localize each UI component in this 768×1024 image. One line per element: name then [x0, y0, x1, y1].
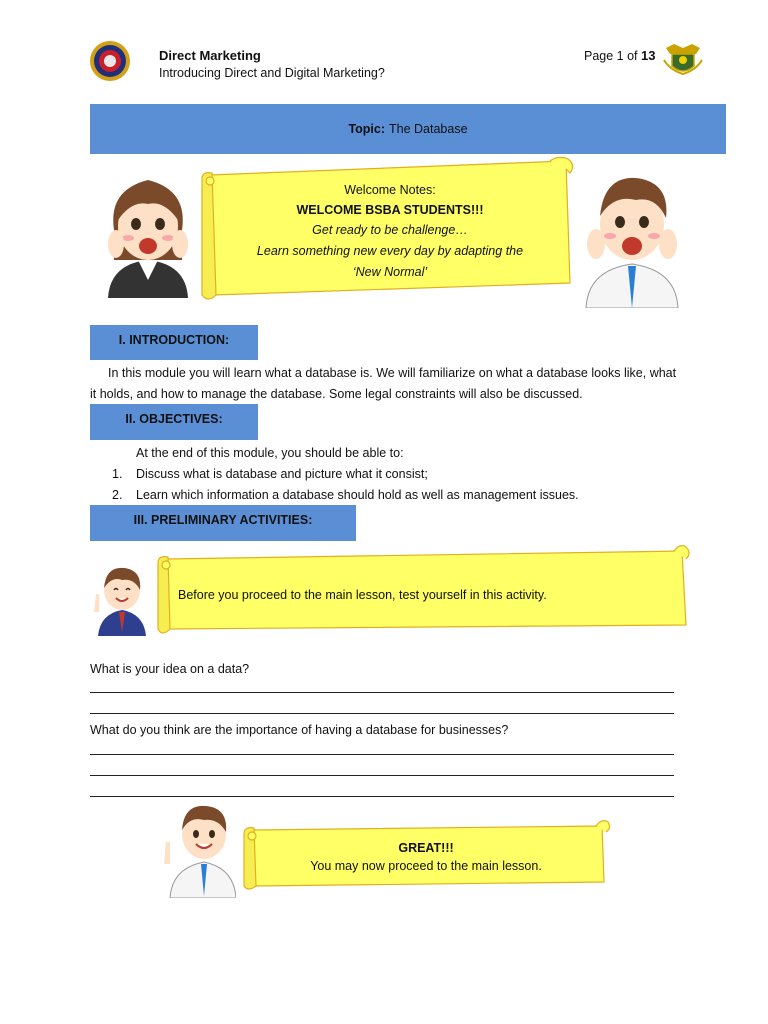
- preliminary-callout-text: Before you proceed to the main lesson, test yourself in this activity.: [178, 588, 547, 602]
- college-crest-logo: [662, 40, 704, 78]
- welcome-heading: Welcome Notes:: [344, 183, 436, 197]
- answer-line[interactable]: [90, 796, 674, 797]
- pointing-boy-illustration: [160, 800, 236, 898]
- objectives-lead: At the end of this module, you should be able to:: [136, 446, 404, 460]
- module-title: Introducing Direct and Digital Marketing?: [159, 66, 385, 80]
- answer-line[interactable]: [90, 775, 674, 776]
- pointing-boy-illustration: [90, 560, 148, 636]
- page-indicator: [584, 48, 655, 63]
- answer-line[interactable]: [90, 754, 674, 755]
- objective-item-1-number: 1.: [112, 467, 123, 481]
- objective-item-2-number: 2.: [112, 488, 123, 502]
- topic-value: The Database: [389, 122, 468, 136]
- topic-label: Topic:: [348, 122, 386, 136]
- school-seal-logo: [89, 40, 131, 82]
- welcome-line-3: ‘New Normal’: [352, 265, 428, 279]
- page-prefix: Page 1 of: [584, 49, 638, 63]
- answer-line[interactable]: [90, 713, 674, 714]
- question-1: What is your idea on a data?: [90, 662, 250, 676]
- great-heading: GREAT!!!: [398, 841, 454, 855]
- boy-character-illustration: [580, 160, 684, 308]
- introduction-heading-label: I. INTRODUCTION:: [118, 333, 230, 347]
- introduction-text-line-1: In this module you will learn what a database is. We will familiarize on what a database looks like, what: [108, 366, 677, 380]
- introduction-heading: [90, 325, 258, 360]
- welcome-greeting: WELCOME BSBA STUDENTS!!!: [296, 203, 484, 217]
- preliminary-heading: [90, 505, 356, 541]
- topic-bar: [90, 104, 726, 154]
- welcome-line-1: Get ready to be challenge…: [312, 223, 468, 237]
- girl-character-illustration: [104, 160, 192, 298]
- course-title: Direct Marketing: [159, 48, 261, 63]
- answer-line[interactable]: [90, 692, 674, 693]
- objective-item-2: Learn which information a database should hold as well as management issues.: [136, 488, 579, 502]
- objectives-heading-label: II. OBJECTIVES:: [125, 412, 223, 426]
- welcome-line-2: Learn something new every day by adapting the: [256, 244, 524, 258]
- objective-item-1: Discuss what is database and picture what it consist;: [136, 467, 428, 481]
- question-2: What do you think are the importance of having a database for businesses?: [90, 723, 509, 737]
- page-total: 13: [641, 48, 656, 63]
- great-text: You may now proceed to the main lesson.: [310, 859, 542, 873]
- objectives-heading: [90, 404, 258, 440]
- introduction-text-line-2: it holds, and how to manage the database. Some legal constraints will also be discussed.: [90, 387, 583, 401]
- preliminary-heading-label: III. PRELIMINARY ACTIVITIES:: [133, 513, 313, 527]
